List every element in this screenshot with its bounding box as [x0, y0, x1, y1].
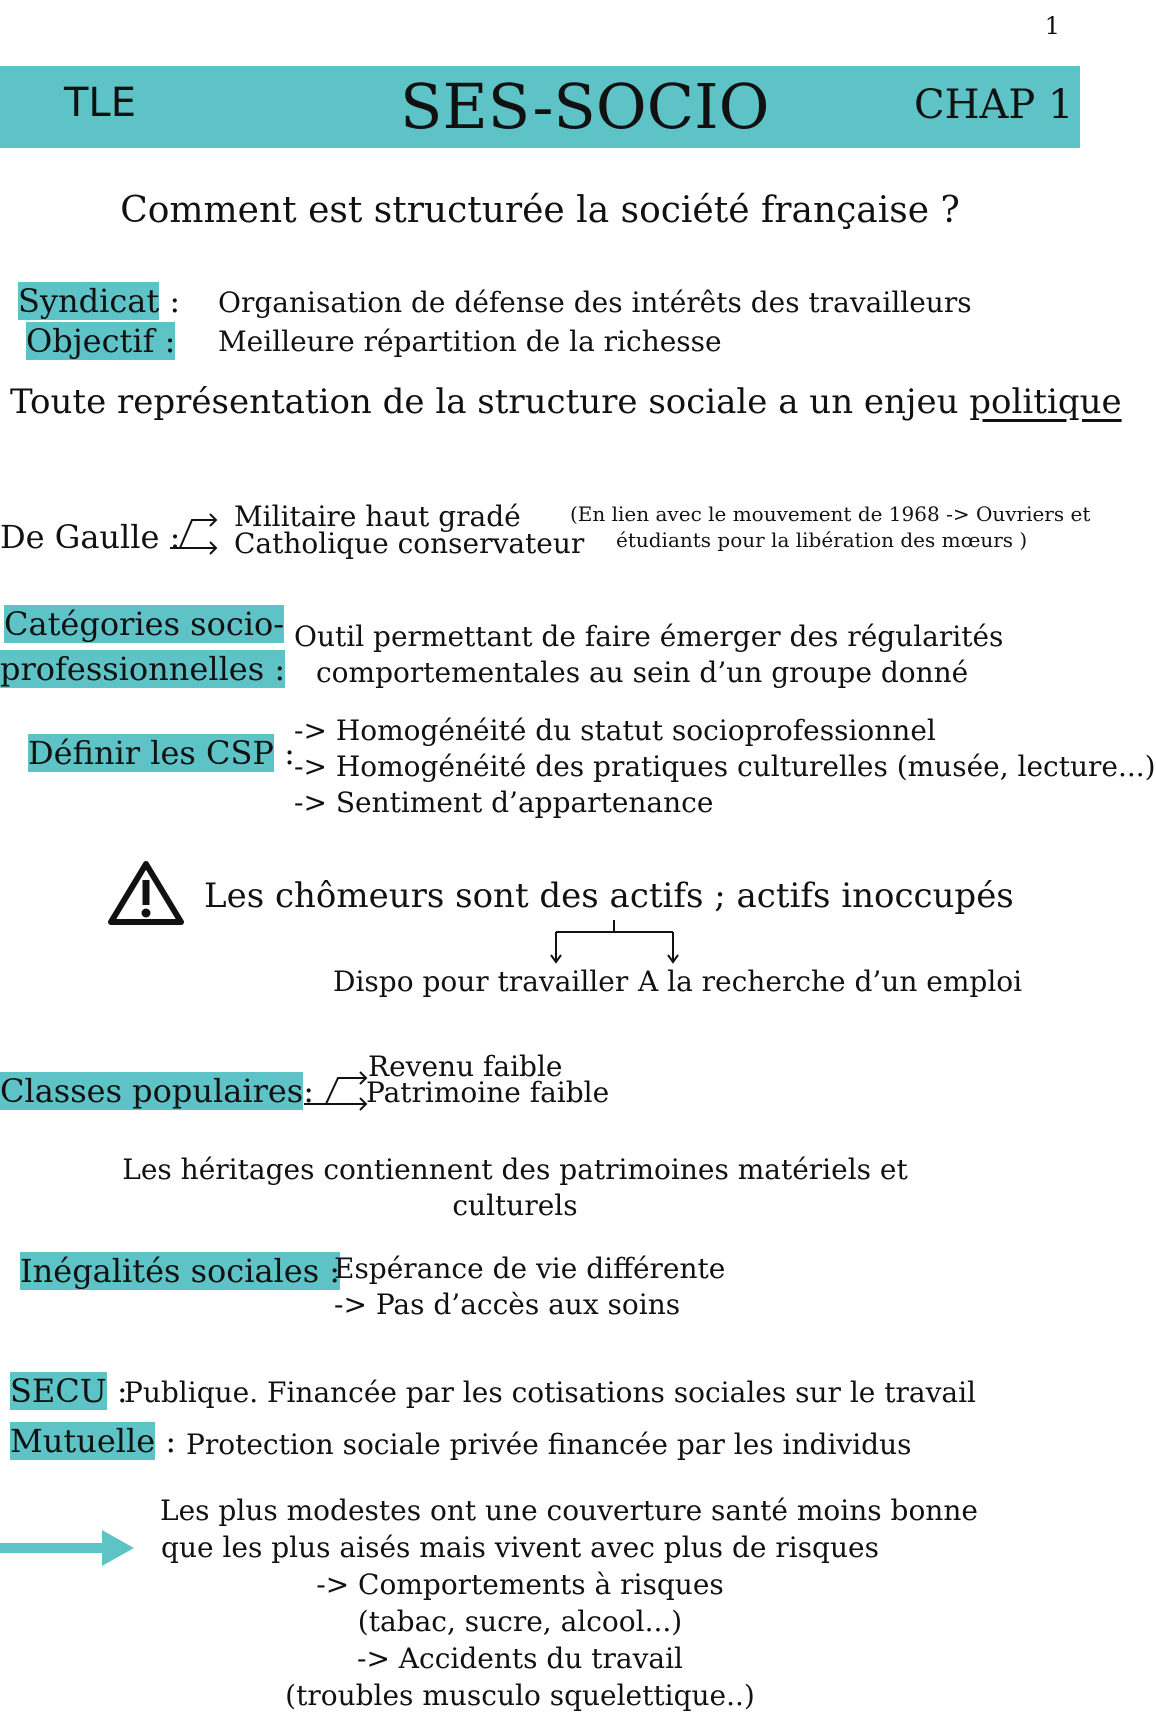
- secu-definition: Publique. Financée par les cotisations sociales sur le travail: [124, 1376, 976, 1409]
- heritages-line-1: Les héritages contiennent des patrimoines matériels et: [122, 1153, 908, 1186]
- syndicat-term-text: Syndicat: [18, 282, 160, 320]
- definir-csp-colon: :: [284, 734, 295, 772]
- page-number: 1: [1044, 12, 1060, 40]
- de-gaulle-item-2: Catholique conservateur: [234, 527, 585, 560]
- enjeu-underlined: politique: [969, 382, 1122, 422]
- classes-item-2: Patrimoine faible: [366, 1076, 610, 1109]
- mutuelle-term-text: Mutuelle: [10, 1422, 156, 1460]
- conclusion-line-2: que les plus aisés mais vivent avec plus de risques: [161, 1531, 879, 1564]
- chapter-label: CHAP 1: [914, 82, 1074, 128]
- de-gaulle-branch-arrows: [170, 508, 240, 554]
- inegalites-term: Inégalités sociales :: [20, 1252, 341, 1290]
- level-label: TLE: [64, 80, 136, 126]
- csp-definition-line-2: comportementales au sein d’un groupe donné: [316, 656, 969, 689]
- chomeurs-statement: Les chômeurs sont des actifs ; actifs inoccupés: [204, 876, 1014, 916]
- secu-term-text: SECU: [10, 1372, 107, 1410]
- classes-populaires-colon: :: [303, 1072, 314, 1110]
- chomeurs-recherche: A la recherche d’un emploi: [638, 965, 1023, 998]
- enjeu-statement: [10, 382, 1122, 422]
- chomeurs-branch-bracket: [548, 920, 678, 970]
- classes-populaires-term: [0, 1072, 314, 1110]
- chomeurs-dispo: Dispo pour travailler: [333, 965, 629, 998]
- page-title: SES-SOCIO: [400, 70, 770, 143]
- objectif-term-text: Objectif :: [26, 322, 176, 360]
- heritages-line-2: culturels: [452, 1189, 578, 1222]
- conclusion-line-1: Les plus modestes ont une couverture santé moins bonne: [160, 1494, 978, 1527]
- definir-csp-term: [28, 734, 295, 772]
- mutuelle-colon: :: [165, 1422, 177, 1460]
- de-gaulle-note-line-1: (En lien avec le mouvement de 1968 -> Ouvriers et: [570, 502, 1091, 526]
- secu-colon: :: [116, 1372, 128, 1410]
- definir-item-2: -> Homogénéité des pratiques culturelles (musée, lecture...): [294, 750, 1156, 783]
- objectif-term: [26, 322, 175, 360]
- conclusion-line-6: (troubles musculo squelettique..): [285, 1679, 755, 1712]
- mutuelle-definition: Protection sociale privée financée par les individus: [186, 1428, 912, 1461]
- csp-term-line-2: professionnelles :: [0, 650, 286, 688]
- de-gaulle-note-line-2: étudiants pour la libération des mœurs ): [616, 528, 1028, 552]
- conclusion-arrow-icon: [0, 1528, 136, 1568]
- conclusion-line-5: -> Accidents du travail: [356, 1642, 684, 1675]
- mutuelle-term: [10, 1422, 176, 1460]
- warning-icon: [108, 860, 184, 926]
- classes-populaires-term-text: Classes populaires: [0, 1072, 304, 1110]
- definir-item-1: -> Homogénéité du statut socioprofessionnel: [294, 714, 936, 747]
- de-gaulle-item-1: Militaire haut gradé: [234, 500, 521, 533]
- inegalites-line-1: Espérance de vie différente: [334, 1252, 726, 1285]
- definir-item-3: -> Sentiment d’appartenance: [294, 786, 714, 819]
- classes-branch-arrows: [304, 1064, 368, 1110]
- syndicat-colon: :: [169, 282, 181, 320]
- secu-term: [10, 1372, 128, 1410]
- csp-definition-line-1: Outil permettant de faire émerger des régularités: [294, 620, 1004, 653]
- syndicat-term: [18, 282, 180, 320]
- main-question: Comment est structurée la société française ?: [120, 190, 960, 231]
- enjeu-text: Toute représentation de la structure sociale a un enjeu: [10, 382, 970, 422]
- objectif-definition: Meilleure répartition de la richesse: [218, 325, 722, 358]
- classes-item-1: Revenu faible: [368, 1050, 563, 1083]
- conclusion-line-3: -> Comportements à risques: [316, 1568, 724, 1601]
- conclusion-line-4: (tabac, sucre, alcool...): [357, 1605, 683, 1638]
- definir-csp-term-text: Définir les CSP: [28, 734, 274, 772]
- csp-term-line-1: Catégories socio-: [4, 605, 285, 643]
- de-gaulle-label: De Gaulle :: [0, 518, 181, 556]
- inegalites-line-2: -> Pas d’accès aux soins: [334, 1288, 681, 1321]
- syndicat-definition: Organisation de défense des intérêts des travailleurs: [218, 286, 972, 319]
